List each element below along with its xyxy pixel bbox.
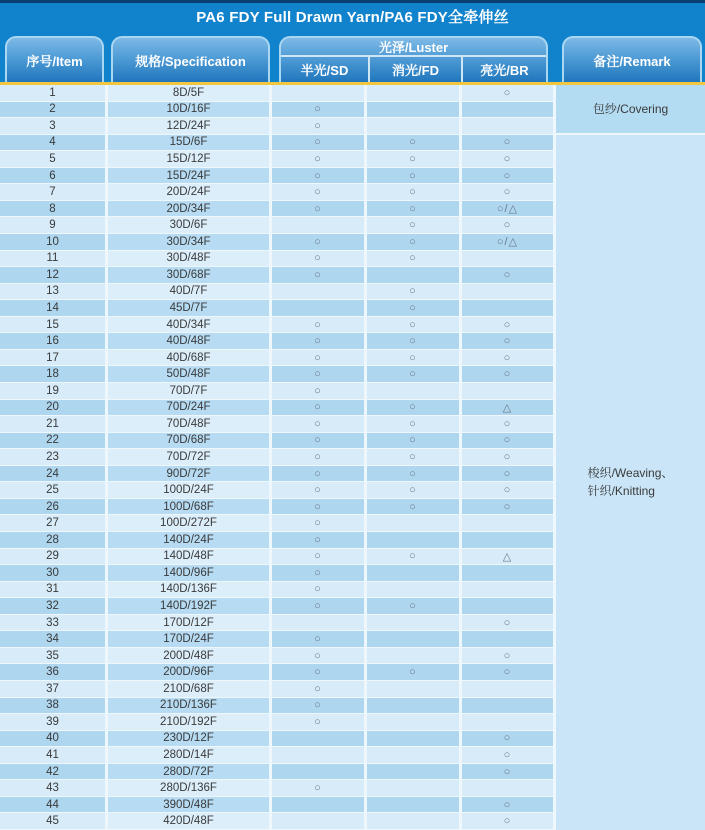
item-cell: 5 bbox=[0, 151, 108, 168]
luster-cell-br: ○ bbox=[462, 482, 556, 499]
luster-subheader-row bbox=[281, 57, 546, 82]
luster-cell-fd: ○ bbox=[367, 151, 462, 168]
luster-cell-sd: ○ bbox=[272, 102, 367, 119]
luster-cell-sd: ○ bbox=[272, 482, 367, 499]
luster-cell-fd: ○ bbox=[367, 499, 462, 516]
luster-cell-fd: ○ bbox=[367, 317, 462, 334]
luster-cell-sd: ○ bbox=[272, 532, 367, 549]
luster-cell-br: ○ bbox=[462, 664, 556, 681]
luster-cell-sd bbox=[272, 764, 367, 781]
spec-cell: 210D/68F bbox=[108, 681, 272, 698]
luster-cell-sd: ○ bbox=[272, 565, 367, 582]
luster-cell-fd bbox=[367, 648, 462, 665]
item-cell: 30 bbox=[0, 565, 108, 582]
spec-cell: 140D/24F bbox=[108, 532, 272, 549]
luster-cell-sd bbox=[272, 731, 367, 748]
spec-cell: 230D/12F bbox=[108, 731, 272, 748]
luster-cell-fd: ○ bbox=[367, 284, 462, 301]
luster-cell-sd: ○ bbox=[272, 681, 367, 698]
item-cell: 33 bbox=[0, 615, 108, 632]
column-header-remark-label: 备注/Remark bbox=[593, 53, 671, 69]
luster-cell-br: ○ bbox=[462, 466, 556, 483]
item-cell: 40 bbox=[0, 731, 108, 748]
luster-cell-fd: ○ bbox=[367, 400, 462, 417]
luster-cell-sd bbox=[272, 747, 367, 764]
luster-cell-br: ○ bbox=[462, 499, 556, 516]
luster-cell-br bbox=[462, 383, 556, 400]
luster-cell-fd: ○ bbox=[367, 350, 462, 367]
spec-cell: 100D/272F bbox=[108, 515, 272, 532]
luster-cell-sd: ○ bbox=[272, 499, 367, 516]
spec-cell: 8D/5F bbox=[108, 85, 272, 102]
column-header-sd: 半光/SD bbox=[300, 63, 349, 78]
luster-cell-sd bbox=[272, 797, 367, 814]
spec-cell: 30D/48F bbox=[108, 251, 272, 268]
luster-cell-br bbox=[462, 565, 556, 582]
column-header-fd: 消光/FD bbox=[368, 57, 463, 82]
luster-cell-sd: ○ bbox=[272, 416, 367, 433]
luster-cell-br: ○ bbox=[462, 366, 556, 383]
luster-cell-fd bbox=[367, 631, 462, 648]
luster-cell-sd: ○ bbox=[272, 648, 367, 665]
luster-cell-sd: ○ bbox=[272, 549, 367, 566]
luster-cell-fd: ○ bbox=[367, 168, 462, 185]
luster-cell-br: ○ bbox=[462, 267, 556, 284]
luster-cell-fd bbox=[367, 102, 462, 119]
luster-cell-br: ○ bbox=[462, 449, 556, 466]
spec-cell: 15D/6F bbox=[108, 135, 272, 152]
spec-cell: 170D/24F bbox=[108, 631, 272, 648]
luster-cell-sd: ○ bbox=[272, 317, 367, 334]
spec-cell: 140D/96F bbox=[108, 565, 272, 582]
item-cell: 2 bbox=[0, 102, 108, 119]
luster-cell-fd bbox=[367, 532, 462, 549]
luster-cell-br bbox=[462, 714, 556, 731]
luster-cell-sd: ○ bbox=[272, 234, 367, 251]
spec-cell: 70D/48F bbox=[108, 416, 272, 433]
spec-cell: 200D/96F bbox=[108, 664, 272, 681]
luster-cell-sd bbox=[272, 217, 367, 234]
luster-cell-fd: ○ bbox=[367, 217, 462, 234]
luster-cell-sd: ○ bbox=[272, 466, 367, 483]
title-band bbox=[0, 0, 705, 30]
luster-cell-br: ○ bbox=[462, 85, 556, 102]
luster-cell-sd: ○ bbox=[272, 780, 367, 797]
luster-cell-br: ○ bbox=[462, 217, 556, 234]
item-cell: 3 bbox=[0, 118, 108, 135]
luster-cell-br bbox=[462, 251, 556, 268]
luster-cell-sd: ○ bbox=[272, 118, 367, 135]
column-header-br: 亮光/BR bbox=[480, 63, 529, 78]
luster-cell-fd bbox=[367, 582, 462, 599]
column-header-specification bbox=[111, 36, 270, 82]
luster-cell-fd: ○ bbox=[367, 135, 462, 152]
table-body bbox=[0, 85, 705, 830]
luster-cell-sd bbox=[272, 85, 367, 102]
spec-cell: 15D/24F bbox=[108, 168, 272, 185]
luster-cell-sd: ○ bbox=[272, 366, 367, 383]
luster-cell-sd: ○ bbox=[272, 433, 367, 450]
item-cell: 19 bbox=[0, 383, 108, 400]
luster-cell-fd bbox=[367, 615, 462, 632]
luster-cell-fd bbox=[367, 565, 462, 582]
spec-cell: 280D/72F bbox=[108, 764, 272, 781]
luster-cell-br: ○/△ bbox=[462, 234, 556, 251]
luster-cell-fd bbox=[367, 714, 462, 731]
spec-cell: 15D/12F bbox=[108, 151, 272, 168]
item-cell: 20 bbox=[0, 400, 108, 417]
luster-cell-sd: ○ bbox=[272, 135, 367, 152]
item-cell: 15 bbox=[0, 317, 108, 334]
remark-cell: 梭织/Weaving、 针织/Knitting bbox=[556, 135, 705, 830]
spec-cell: 70D/72F bbox=[108, 449, 272, 466]
item-cell: 35 bbox=[0, 648, 108, 665]
luster-cell-br: ○/△ bbox=[462, 201, 556, 218]
luster-cell-fd: ○ bbox=[367, 366, 462, 383]
luster-cell-sd: ○ bbox=[272, 582, 367, 599]
luster-cell-br bbox=[462, 284, 556, 301]
luster-cell-br: △ bbox=[462, 400, 556, 417]
luster-cell-br: ○ bbox=[462, 797, 556, 814]
spec-cell: 210D/192F bbox=[108, 714, 272, 731]
luster-cell-br: ○ bbox=[462, 317, 556, 334]
spec-cell: 20D/24F bbox=[108, 184, 272, 201]
spec-cell: 140D/192F bbox=[108, 598, 272, 615]
luster-cell-fd: ○ bbox=[367, 664, 462, 681]
luster-cell-sd bbox=[272, 284, 367, 301]
column-header-remark bbox=[562, 36, 702, 82]
luster-cell-sd: ○ bbox=[272, 350, 367, 367]
item-cell: 12 bbox=[0, 267, 108, 284]
luster-cell-sd: ○ bbox=[272, 698, 367, 715]
item-cell: 31 bbox=[0, 582, 108, 599]
item-cell: 32 bbox=[0, 598, 108, 615]
luster-cell-br bbox=[462, 300, 556, 317]
luster-cell-fd bbox=[367, 515, 462, 532]
spec-cell: 200D/48F bbox=[108, 648, 272, 665]
spec-cell: 40D/48F bbox=[108, 333, 272, 350]
luster-cell-br bbox=[462, 102, 556, 119]
luster-cell-fd: ○ bbox=[367, 201, 462, 218]
luster-cell-fd: ○ bbox=[367, 549, 462, 566]
luster-cell-br bbox=[462, 582, 556, 599]
spec-cell: 50D/48F bbox=[108, 366, 272, 383]
spec-cell: 12D/24F bbox=[108, 118, 272, 135]
item-cell: 16 bbox=[0, 333, 108, 350]
spec-cell: 45D/7F bbox=[108, 300, 272, 317]
luster-cell-br: ○ bbox=[462, 813, 556, 830]
spec-cell: 390D/48F bbox=[108, 797, 272, 814]
luster-cell-fd: ○ bbox=[367, 449, 462, 466]
luster-cell-br bbox=[462, 631, 556, 648]
item-cell: 38 bbox=[0, 698, 108, 715]
item-cell: 45 bbox=[0, 813, 108, 830]
luster-cell-br: ○ bbox=[462, 184, 556, 201]
item-cell: 8 bbox=[0, 201, 108, 218]
luster-cell-br: ○ bbox=[462, 615, 556, 632]
luster-cell-sd: ○ bbox=[272, 201, 367, 218]
item-cell: 25 bbox=[0, 482, 108, 499]
luster-cell-fd: ○ bbox=[367, 184, 462, 201]
item-cell: 22 bbox=[0, 433, 108, 450]
luster-cell-fd bbox=[367, 764, 462, 781]
spec-cell: 70D/68F bbox=[108, 433, 272, 450]
item-cell: 36 bbox=[0, 664, 108, 681]
luster-cell-br bbox=[462, 598, 556, 615]
item-cell: 18 bbox=[0, 366, 108, 383]
luster-cell-fd: ○ bbox=[367, 234, 462, 251]
luster-cell-sd: ○ bbox=[272, 184, 367, 201]
item-cell: 11 bbox=[0, 251, 108, 268]
luster-cell-fd bbox=[367, 267, 462, 284]
spec-cell: 140D/136F bbox=[108, 582, 272, 599]
item-cell: 23 bbox=[0, 449, 108, 466]
luster-cell-fd bbox=[367, 780, 462, 797]
luster-cell-br bbox=[462, 532, 556, 549]
page-title: PA6 FDY Full Drawn Yarn/PA6 FDY全牵伸丝 bbox=[196, 9, 509, 26]
remark-cell: 包纱/Covering bbox=[556, 85, 705, 135]
luster-cell-fd: ○ bbox=[367, 598, 462, 615]
luster-cell-fd: ○ bbox=[367, 433, 462, 450]
luster-cell-fd: ○ bbox=[367, 300, 462, 317]
luster-cell-br: ○ bbox=[462, 168, 556, 185]
luster-cell-fd bbox=[367, 698, 462, 715]
luster-cell-fd bbox=[367, 85, 462, 102]
luster-cell-sd: ○ bbox=[272, 151, 367, 168]
luster-cell-sd: ○ bbox=[272, 400, 367, 417]
item-cell: 34 bbox=[0, 631, 108, 648]
luster-cell-fd: ○ bbox=[367, 416, 462, 433]
spec-cell: 90D/72F bbox=[108, 466, 272, 483]
item-cell: 43 bbox=[0, 780, 108, 797]
item-cell: 1 bbox=[0, 85, 108, 102]
luster-cell-br bbox=[462, 681, 556, 698]
luster-cell-br bbox=[462, 118, 556, 135]
luster-cell-br: ○ bbox=[462, 731, 556, 748]
luster-cell-fd bbox=[367, 118, 462, 135]
luster-cell-fd: ○ bbox=[367, 466, 462, 483]
column-header-item-label: 序号/Item bbox=[26, 53, 83, 69]
item-cell: 41 bbox=[0, 747, 108, 764]
luster-cell-fd bbox=[367, 731, 462, 748]
luster-cell-br: ○ bbox=[462, 151, 556, 168]
luster-cell-br: ○ bbox=[462, 747, 556, 764]
spec-cell: 40D/34F bbox=[108, 317, 272, 334]
luster-cell-br bbox=[462, 698, 556, 715]
luster-cell-br: ○ bbox=[462, 433, 556, 450]
luster-cell-fd: ○ bbox=[367, 251, 462, 268]
spec-cell: 280D/14F bbox=[108, 747, 272, 764]
luster-cell-br bbox=[462, 780, 556, 797]
spec-cell: 210D/136F bbox=[108, 698, 272, 715]
item-cell: 42 bbox=[0, 764, 108, 781]
luster-cell-sd: ○ bbox=[272, 664, 367, 681]
luster-cell-br: ○ bbox=[462, 333, 556, 350]
luster-cell-br: ○ bbox=[462, 764, 556, 781]
luster-cell-fd: ○ bbox=[367, 482, 462, 499]
item-cell: 4 bbox=[0, 135, 108, 152]
luster-cell-br: ○ bbox=[462, 648, 556, 665]
luster-cell-fd: ○ bbox=[367, 333, 462, 350]
luster-cell-sd: ○ bbox=[272, 449, 367, 466]
luster-cell-fd bbox=[367, 797, 462, 814]
table-header bbox=[0, 30, 705, 82]
luster-cell-br: △ bbox=[462, 549, 556, 566]
luster-cell-fd bbox=[367, 813, 462, 830]
spec-cell: 170D/12F bbox=[108, 615, 272, 632]
item-cell: 29 bbox=[0, 549, 108, 566]
spec-cell: 10D/16F bbox=[108, 102, 272, 119]
column-header-luster-label: 光泽/Luster bbox=[281, 38, 546, 57]
item-cell: 37 bbox=[0, 681, 108, 698]
item-cell: 21 bbox=[0, 416, 108, 433]
luster-cell-br bbox=[462, 515, 556, 532]
luster-cell-sd: ○ bbox=[272, 267, 367, 284]
item-cell: 24 bbox=[0, 466, 108, 483]
spec-cell: 30D/34F bbox=[108, 234, 272, 251]
item-cell: 39 bbox=[0, 714, 108, 731]
item-cell: 26 bbox=[0, 499, 108, 516]
luster-cell-sd bbox=[272, 813, 367, 830]
luster-cell-fd bbox=[367, 383, 462, 400]
item-cell: 10 bbox=[0, 234, 108, 251]
luster-cell-sd: ○ bbox=[272, 515, 367, 532]
luster-cell-sd bbox=[272, 615, 367, 632]
item-cell: 17 bbox=[0, 350, 108, 367]
spec-cell: 70D/7F bbox=[108, 383, 272, 400]
spec-cell: 70D/24F bbox=[108, 400, 272, 417]
item-cell: 13 bbox=[0, 284, 108, 301]
spec-cell: 20D/34F bbox=[108, 201, 272, 218]
item-cell: 9 bbox=[0, 217, 108, 234]
luster-cell-sd: ○ bbox=[272, 598, 367, 615]
luster-cell-sd: ○ bbox=[272, 333, 367, 350]
item-cell: 27 bbox=[0, 515, 108, 532]
luster-cell-br: ○ bbox=[462, 350, 556, 367]
luster-cell-sd: ○ bbox=[272, 631, 367, 648]
spec-cell: 280D/136F bbox=[108, 780, 272, 797]
spec-cell: 100D/24F bbox=[108, 482, 272, 499]
luster-cell-sd: ○ bbox=[272, 168, 367, 185]
luster-cell-br: ○ bbox=[462, 416, 556, 433]
item-cell: 14 bbox=[0, 300, 108, 317]
spec-cell: 140D/48F bbox=[108, 549, 272, 566]
luster-cell-fd bbox=[367, 681, 462, 698]
item-cell: 44 bbox=[0, 797, 108, 814]
luster-cell-fd bbox=[367, 747, 462, 764]
luster-cell-sd bbox=[272, 300, 367, 317]
spec-cell: 30D/6F bbox=[108, 217, 272, 234]
luster-cell-sd: ○ bbox=[272, 251, 367, 268]
spec-cell: 30D/68F bbox=[108, 267, 272, 284]
luster-cell-sd: ○ bbox=[272, 383, 367, 400]
column-header-specification-label: 规格/Specification bbox=[135, 53, 246, 69]
luster-cell-br: ○ bbox=[462, 135, 556, 152]
item-cell: 6 bbox=[0, 168, 108, 185]
spec-cell: 420D/48F bbox=[108, 813, 272, 830]
spec-cell: 100D/68F bbox=[108, 499, 272, 516]
item-cell: 7 bbox=[0, 184, 108, 201]
column-header-item bbox=[5, 36, 104, 82]
spec-cell: 40D/68F bbox=[108, 350, 272, 367]
luster-cell-sd: ○ bbox=[272, 714, 367, 731]
item-cell: 28 bbox=[0, 532, 108, 549]
column-header-luster-group bbox=[279, 36, 548, 82]
spec-cell: 40D/7F bbox=[108, 284, 272, 301]
